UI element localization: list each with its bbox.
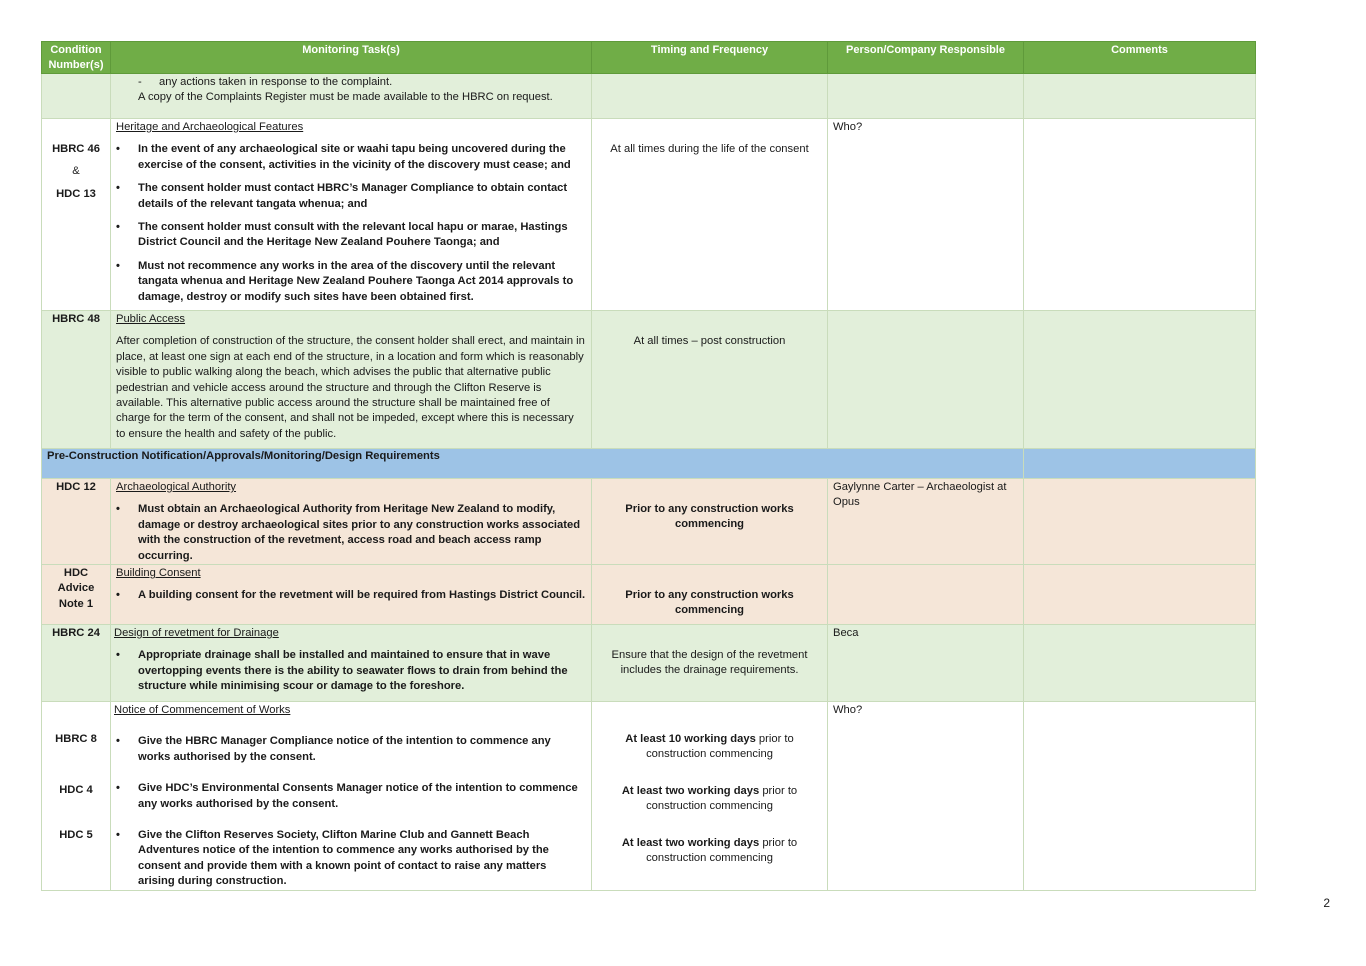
header-monitoring-tasks: Monitoring Task(s) [111,42,592,74]
task-title: Notice of Commencement of Works [114,704,291,717]
list-item: • Must not recommence any works in the area of the discovery until the relevant tangata whenua and Heritage New Zealand Pouhere Taonga Act 2014 approvals to damage, destroy or modify such sites have been obtained first. [116,259,586,305]
list-item: • Give the HBRC Manager Compliance notice of the intention to commence any works authorised by the consent. [116,734,586,765]
comments-cell [1024,311,1256,449]
timing-cell: At all times during the life of the consent [592,119,828,311]
table-row [42,311,1256,449]
comments-cell [1024,479,1256,565]
task-title: Public Access [116,313,186,325]
table-row [42,119,1256,311]
header-comments: Comments [1024,42,1256,74]
person-cell: Beca [828,625,1024,702]
comments-cell [1024,119,1256,311]
task-title: Archaeological Authority [116,481,237,493]
condition-number: HBRC 48 [42,311,111,449]
table-row [42,625,1256,702]
list-item: • The consent holder must contact HBRC’s Manager Compliance to obtain contact details of the relevant tangata whenua; and [116,181,586,212]
person-cell: Who? [828,702,1024,891]
comments-cell [1024,625,1256,702]
timing-cell: Ensure that the design of the revetment includes the drainage requirements. [592,625,828,702]
task-cell [111,625,592,702]
condition-number: HBRC 46 & HDC 13 [42,119,111,311]
complaints-register-task: - any actions taken in response to the complaint. A copy of the Complaints Register must be made available to the HBRC on request. [111,74,592,119]
list-item: • Give the Clifton Reserves Society, Clifton Marine Club and Gannett Beach Adventures notice of the intention to commence any works authorised by the consent and provide them with a known point of contact to raise any matters arising during construction. [116,828,586,890]
list-item: • Give HDC’s Environmental Consents Manager notice of the intention to commence any works authorised by the consent. [116,781,586,812]
list-item: • A building consent for the revetment will be required from Hastings District Council. [116,588,586,603]
table-row [42,479,1256,565]
list-item: • The consent holder must consult with the relevant local hapu or marae, Hastings District Council and the Heritage New Zealand Pouhere Taonga; and [116,220,586,251]
task-cell [111,479,592,565]
task-cell [111,119,592,311]
timing-cell: At least 10 working days prior to construction commencing At least two working days prior to construction commencing At least two working days prior to construction commencing [592,702,828,891]
person-cell [828,565,1024,625]
section-heading: Pre-Construction Notification/Approvals/Monitoring/Design Requirements [42,449,1024,479]
page-number: 2 [1323,896,1330,910]
timing-cell: At all times – post construction [592,311,828,449]
person-cell [828,311,1024,449]
task-cell [111,702,592,891]
list-item: • Must obtain an Archaeological Authority from Heritage New Zealand to modify, damage or destroy archaeological sites prior to any construction works associated with the construction of the revetment, access road and beach access ramp occurring. [116,502,586,564]
task-title: Heritage and Archaeological Features [116,121,304,133]
task-title: Building Consent [116,567,201,580]
table-row [42,74,1256,119]
complaints-register-text: A copy of the Complaints Register must be made available to the HBRC on request. [138,91,553,104]
condition-number: HDC 12 [42,479,111,565]
condition-number: HBRC 24 [42,625,111,702]
condition-number: HDC Advice Note 1 [42,565,111,625]
header-row [42,42,1256,74]
task-text: After completion of construction of the structure, the consent holder shall erect, and maintain in place, at least one sign at each end of the structure, in a location and form which is reasonably visible to public walking along the beach, which advises the public that alternative public pedestrian and vehicle access around the structure and through the Clifton Reserve is available. This alternative public access around the structure shall be maintained free of charge for the term of the consent, and shall not be impeded, except where this is necessary to ensure the health and safety of the public. [116,335,585,440]
task-cell [111,311,592,449]
section-row [42,449,1256,479]
list-item: • In the event of any archaeological site or waahi tapu being uncovered during the exercise of the consent, activities in the vicinity of the discovery must cease; and [116,142,586,173]
timing-cell: Prior to any construction works commencing [592,565,828,625]
header-condition: Condition Number(s) [42,42,111,74]
task-title: Design of revetment for Drainage [114,627,279,640]
person-cell: Who? [828,119,1024,311]
list-item: • Appropriate drainage shall be installed and maintained to ensure that in wave overtopping events there is the ability to seawater flows to drain from behind the structure while minimising scour or damage to the foreshore. [116,648,586,694]
dash-item: any actions taken in response to the complaint. [159,76,393,88]
person-cell: Gaylynne Carter – Archaeologist at Opus [828,479,1024,565]
comments-cell [1024,702,1256,891]
timing-cell: Prior to any construction works commencing [592,479,828,565]
task-cell [111,565,592,625]
monitoring-table [41,41,1256,891]
table-row [42,565,1256,625]
table-row [42,702,1256,891]
header-person: Person/Company Responsible [828,42,1024,74]
header-timing: Timing and Frequency [592,42,828,74]
condition-number: HBRC 8 HDC 4 HDC 5 [42,702,111,891]
comments-cell [1024,565,1256,625]
